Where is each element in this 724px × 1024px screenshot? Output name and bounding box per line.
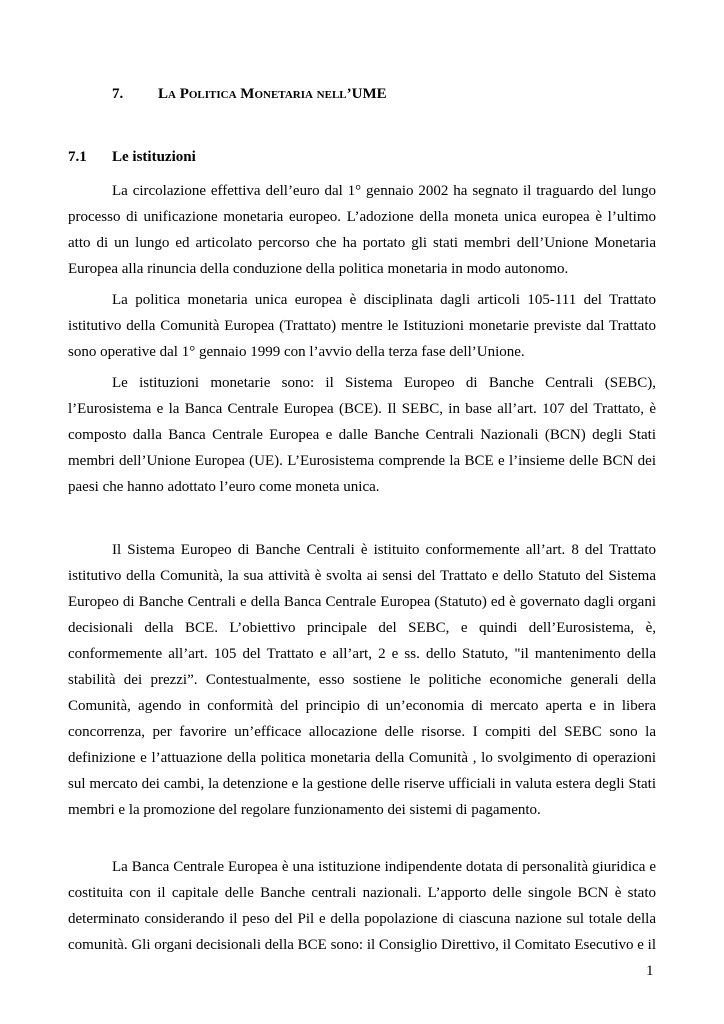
chapter-title-prefix: L xyxy=(158,86,169,102)
chapter-title-smallcaps: a Politica Monetaria nell xyxy=(168,86,347,102)
chapter-heading xyxy=(112,86,387,103)
section-heading xyxy=(68,149,196,166)
chapter-title-suffix: ’UME xyxy=(346,86,387,102)
section-number: 7.1 xyxy=(68,149,87,165)
page-number: 1 xyxy=(646,963,654,979)
body-paragraph: Il Sistema Europeo di Banche Centrali è istituito conformemente all’art. 8 del Trattato istitutivo della Comunità, la sua attività è svolta ai sensi del Trattato e dello Statuto del Sistema Europeo di Banche Centrali e della Banca Centrale Europea (Statuto) ed è governato dagli organi decisionali della BCE. L’obiettivo principale del SEBC, e quindi dell’Eurosistema, è, conformemente all’art. 105 del Trattato e all’art, 2 e ss. dello Statuto, "il mantenimento della stabilità dei prezzi”. Contestualmente, esso sostiene le politiche economiche generali della Comunità, agendo in conformità del principio di un’economia di mercato aperta e in libera concorrenza, per favorire un’efficace allocazione delle risorse. I compiti del SEBC sono la definizione e l’attuazione della politica monetaria della Comunità , lo svolgimento di operazioni sul mercato dei cambi, la detenzione e la gestione delle riserve ufficiali in valuta estera degli Stati membri e la promozione del regolare funzionamento dei sistemi di pagamento. xyxy=(68,542,656,818)
body-paragraph: La Banca Centrale Europea è una istituzione indipendente dotata di personalità giuridica e costituita con il capitale delle Banche centrali nazionali. L’apporto delle singole BCN è stato determinato considerando il peso del Pil e della popolazione di ciascuna nazione sul totale della comunità. Gli organi decisionali della BCE sono: il Consiglio Direttivo, il Comitato Esecutivo e il xyxy=(68,859,656,953)
section-title: Le istituzioni xyxy=(112,149,196,165)
body-paragraph: La circolazione effettiva dell’euro dal 1° gennaio 2002 ha segnato il traguardo del lungo processo di unificazione monetaria europeo. L’adozione della moneta unica europea è l’ultimo atto di un lungo ed articolato percorso che ha portato gli stati membri dell’Unione Monetaria Europea alla rinuncia della conduzione della politica monetaria in modo autonomo. xyxy=(68,183,656,277)
body-paragraph: Le istituzioni monetarie sono: il Sistema Europeo di Banche Centrali (SEBC), l’Eurosistema e la Banca Centrale Europea (BCE). Il SEBC, in base all’art. 107 del Trattato, è composto dalla Banca Centrale Europea e dalle Banche Centrali Nazionali (BCN) degli Stati membri dell’Unione Europea (UE). L’Eurosistema comprende la BCE e l’insieme delle BCN dei paesi che hanno adottato l’euro come moneta unica. xyxy=(68,375,656,495)
body-paragraph: La politica monetaria unica europea è disciplinata dagli articoli 105-111 del Trattato istitutivo della Comunità Europea (Trattato) mentre le Istituzioni monetarie previste dal Trattato sono operative dal 1° gennaio 1999 con l’avvio della terza fase dell’Unione. xyxy=(68,292,656,360)
chapter-number: 7. xyxy=(112,86,124,102)
